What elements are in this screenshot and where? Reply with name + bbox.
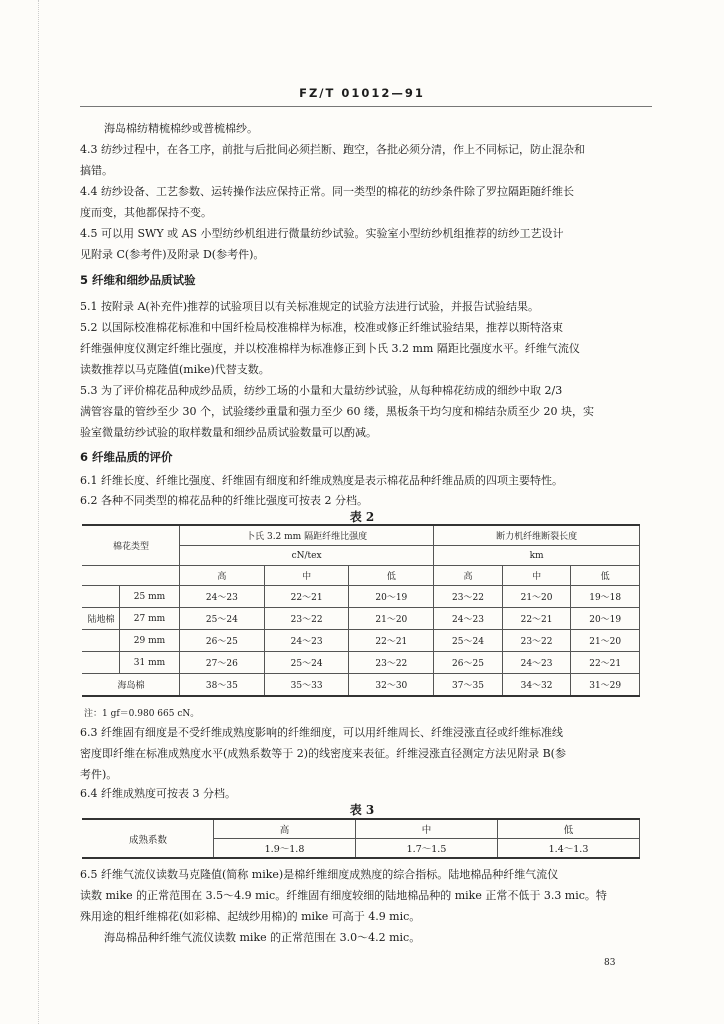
table-2-blank-corner [83,566,180,586]
table-2-cell: 22～21 [264,586,349,608]
table-2-row-label: 海岛棉 [83,674,180,697]
paragraph-4-5-line2: 见附录 C(参考件)及附录 D(参考件)。 [80,248,265,261]
table-2-cell: 37～35 [434,674,503,697]
paragraph-5-3-line2: 满管容量的管纱至少 30 个，试验缕纱重量和强力至少 60 缕，黑板条干均匀度和棉结杂质至少 20 块，实 [80,405,594,418]
table-2-group1-header [180,525,434,546]
table-3 [82,818,640,859]
table-2-type-header: 棉花类型 [83,525,180,566]
table-row [83,608,640,630]
table-2-row-label: 29 mm [119,630,179,651]
table-2-cell: 38～35 [180,674,265,697]
paragraph-4-4-line2: 度而变，其他都保持不变。 [80,206,212,219]
standard-code-header: FZ/T 01012—91 [299,86,425,100]
paragraph-6-5-line4: 海岛棉品种纤维气流仪读数 mike 的正常范围在 3.0～4.2 mic。 [104,931,421,944]
table-2-level-low-2: 低 [571,566,640,586]
table-2-cell: 24～23 [264,630,349,652]
table-2-cell: 20～19 [349,586,434,608]
table-2-type-cell [83,608,180,630]
table-2-cell: 19～18 [571,586,640,608]
section-6-heading: 6 纤维品质的评价 [80,450,173,464]
paragraph-4-5-line1: 4.5 可以用 SWY 或 AS 小型纺纱机组进行微量纺纱试验。实验室小型纺纱机组推荐的纺纱工艺设计 [80,227,564,240]
table-3-level-high: 高 [214,819,356,839]
table-2-type-cell [83,652,180,674]
paragraph-5-1: 5.1 按附录 A(补充件)推荐的试验项目以有关标准规定的试验方法进行试验，并报告试验结果。 [80,300,540,313]
paragraph-4-3-line2: 搞错。 [80,164,113,177]
table-2-level-mid-1: 中 [264,566,349,586]
paragraph-6-5-line2: 读数 mike 的正常范围在 3.5～4.9 mic。纤维固有细度较细的陆地棉品种的 mike 正常不低于 3.3 mic。特 [80,889,607,902]
table-2-cell: 32～30 [349,674,434,697]
paragraph-4-3-line1: 4.3 纺纱过程中，在各工序，前批与后批间必须拦断、跑空，各批必须分清，作上不同标记，防止混杂和 [80,143,585,156]
paragraph-5-2-line1: 5.2 以国际校准棉花标准和中国纤检局校准棉样为标准，校准或修正纤维试验结果，推荐以斯特洛束 [80,321,563,334]
table-2-row-label: 27 mm [119,608,179,629]
table-3-cell: 1.7～1.5 [356,839,498,859]
table-2-row-label: 31 mm [119,652,179,673]
table-row [83,586,640,608]
paragraph-5-2-line2: 纤维强伸度仪测定纤维比强度，并以校准棉样为标准修正到卜氏 3.2 mm 隔距比强度水平。纤维气流仪 [80,342,580,355]
table-2-cell: 20～19 [571,608,640,630]
table-2-cell: 26～25 [434,652,503,674]
table-3-row-label: 成熟系数 [83,819,214,858]
table-2-cell: 26～25 [180,630,265,652]
paragraph-5-2-line3: 读数推荐以马克隆值(mike)代替支数。 [80,363,270,376]
paragraph-5-3-line1: 5.3 为了评价棉花品种成纱品质，纺纱工场的小量和大量纺纱试验，从每种棉花纺成的细纱中取 2/3 [80,384,563,397]
paragraph-6-4: 6.4 纤维成熟度可按表 3 分档。 [80,787,236,800]
table-2-cell: 25～24 [180,608,265,630]
section-5-heading: 5 纤维和细纱品质试验 [80,273,196,287]
table-2-cell: 23～22 [349,652,434,674]
table-2-group2-header [434,525,640,546]
table-row [83,630,640,652]
table-2-caption: 表 2 [349,510,375,524]
table-2-cell: 25～24 [264,652,349,674]
table-2-group1-unit: cN/tex [180,546,434,566]
table-2-group1-title: 卜氏 3.2 mm 隔距纤维比强度 [246,532,368,542]
page-number: 83 [604,958,616,968]
table-2-cell: 21～20 [349,608,434,630]
table-2-cell: 22～21 [502,608,571,630]
table-2-cell: 24～23 [502,652,571,674]
table-2-cell: 35～33 [264,674,349,697]
table-2-cell: 24～23 [434,608,503,630]
paragraph-6-5-line1: 6.5 纤维气流仪读数马克隆值(简称 mike)是棉纤维细度成熟度的综合指标。陆地棉品种纤维气流仪 [80,868,559,881]
table-2-row-label: 25 mm [119,586,179,607]
table-3-caption: 表 3 [349,803,375,817]
table-2-cell: 21～20 [571,630,640,652]
table-2-cell: 22～21 [349,630,434,652]
table-2-cell: 27～26 [180,652,265,674]
table-row [83,674,640,697]
table-2-upland-label-slot [83,652,119,673]
paragraph-4-4-line1: 4.4 纺纱设备、工艺参数、运转操作法应保持正常。同一类型的棉花的纺纱条件除了罗拉隔距随纤维长 [80,185,574,198]
table-2-cell: 23～22 [502,630,571,652]
table-2-group2-title: 断力机纤维断裂长度 [496,532,578,542]
table-2-cell: 34～32 [502,674,571,697]
paragraph-6-1: 6.1 纤维长度、纤维比强度、纤维固有细度和纤维成熟度是表示棉花品种纤维品质的四项主要特性。 [80,474,563,487]
table-2-cell: 23～22 [264,608,349,630]
paragraph-continuation: 海岛棉纺精梳棉纱或普梳棉纱。 [104,122,258,135]
table-3-level-mid: 中 [356,819,498,839]
paragraph-6-2: 6.2 各种不同类型的棉花品种的纤维比强度可按表 2 分档。 [80,494,368,507]
table-2-note: 注：1 gf＝0.980 665 cN。 [84,709,200,719]
paragraph-5-3-line3: 验室微量纺纱试验的取样数量和细纱品质试验数量可以酌减。 [80,426,377,439]
table-2-cell: 24～23 [180,586,265,608]
table-2-level-low-1: 低 [349,566,434,586]
table-2-type-cell [83,586,180,608]
paragraph-6-3-line1: 6.3 纤维固有细度是不受纤维成熟度影响的纤维细度，可以用纤维周长、纤维浸涨直径或纤维标准线 [80,726,563,739]
table-2-level-high-2: 高 [434,566,503,586]
table-2-group2-unit: km [434,546,640,566]
table-2-cell: 25～24 [434,630,503,652]
header-rule [80,106,652,107]
paragraph-6-3-line3: 考件)。 [80,768,118,781]
table-2-level-high-1: 高 [180,566,265,586]
table-2-cell: 31～29 [571,674,640,697]
table-2-cell: 22～21 [571,652,640,674]
table-2-level-mid-2: 中 [502,566,571,586]
table-3-cell: 1.4～1.3 [498,839,640,859]
table-3-level-low: 低 [498,819,640,839]
table-2-cell: 21～20 [502,586,571,608]
table-row [83,652,640,674]
table-3-cell: 1.9～1.8 [214,839,356,859]
table-2-upland-label-slot [83,586,119,607]
table-2-type-cell [83,630,180,652]
table-2 [82,524,640,697]
paragraph-6-3-line2: 密度即纤维在标准成熟度水平(成熟系数等于 2)的线密度来表征。纤维浸涨直径测定方法见附录 B(参 [80,747,566,760]
table-2-upland-label-slot [83,630,119,651]
paragraph-6-5-line3: 殊用途的粗纤维棉花(如彩棉、起绒纱用棉)的 mike 可高于 4.9 mic。 [80,910,421,923]
table-2-cell: 23～22 [434,586,503,608]
table-2-upland-label: 陆地棉 [87,615,115,625]
